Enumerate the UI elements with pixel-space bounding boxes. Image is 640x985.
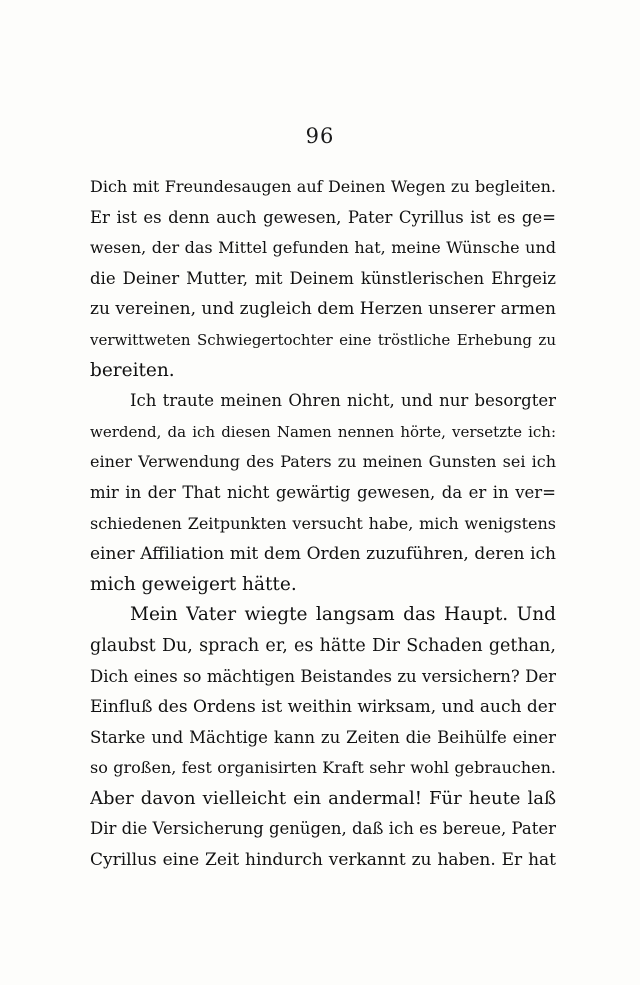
text-line: zu vereinen, und zugleich dem Herzen unserer armen [90, 299, 556, 320]
text-line: verwittweten Schwiegertochter eine tröstliche Erhebung zu [90, 330, 556, 349]
text-line: einer Affiliation mit dem Orden zuzuführen, deren ich [90, 544, 556, 565]
text-line: mich geweigert hätte. [90, 573, 297, 595]
text-line: Cyrillus eine Zeit hindurch verkannt zu haben. Er hat [90, 850, 556, 871]
text-line: die Deiner Mutter, mit Deinem künstlerischen Ehrgeiz [90, 268, 556, 288]
text-line: Aber davon vielleicht ein andermal! Für heute laß [90, 787, 556, 809]
text-line: mir in der That nicht gewärtig gewesen, da er in ver= [90, 482, 556, 502]
text-line: Dir die Versicherung genügen, daß ich es bereue, Pater [90, 819, 556, 839]
body-text [90, 172, 556, 876]
text-line: wesen, der das Mittel gefunden hat, meine Wünsche und [90, 238, 556, 258]
text-line: Einfluß des Ordens ist weithin wirksam, und auch der [90, 697, 556, 718]
text-line: Starke und Mächtige kann zu Zeiten die Beihülfe einer [90, 727, 556, 747]
text-line: werdend, da ich diesen Namen nennen hörte, versetzte ich: [90, 422, 556, 441]
text-line: Ich traute meinen Ohren nicht, und nur besorgter [130, 391, 556, 411]
text-line: Mein Vater wiegte langsam das Haupt. Und [130, 604, 556, 626]
text-line: bereiten. [90, 359, 175, 381]
text-line: einer Verwendung des Paters zu meinen Gunsten sei ich [90, 452, 556, 472]
text-line: Dich mit Freundesaugen auf Deinen Wegen zu begleiten. [90, 177, 556, 196]
text-line: Er ist es denn auch gewesen, Pater Cyrillus ist es ge= [90, 207, 556, 227]
text-line: schiedenen Zeitpunkten versucht habe, mich wenigstens [90, 513, 556, 533]
text-line: so großen, fest organisirten Kraft sehr wohl gebrauchen. [90, 758, 556, 778]
text-line: Dich eines so mächtigen Beistandes zu versichern? Der [90, 666, 556, 686]
page-number: 96 [305, 124, 335, 148]
text-line: glaubst Du, sprach er, es hätte Dir Schaden gethan, [90, 635, 556, 656]
